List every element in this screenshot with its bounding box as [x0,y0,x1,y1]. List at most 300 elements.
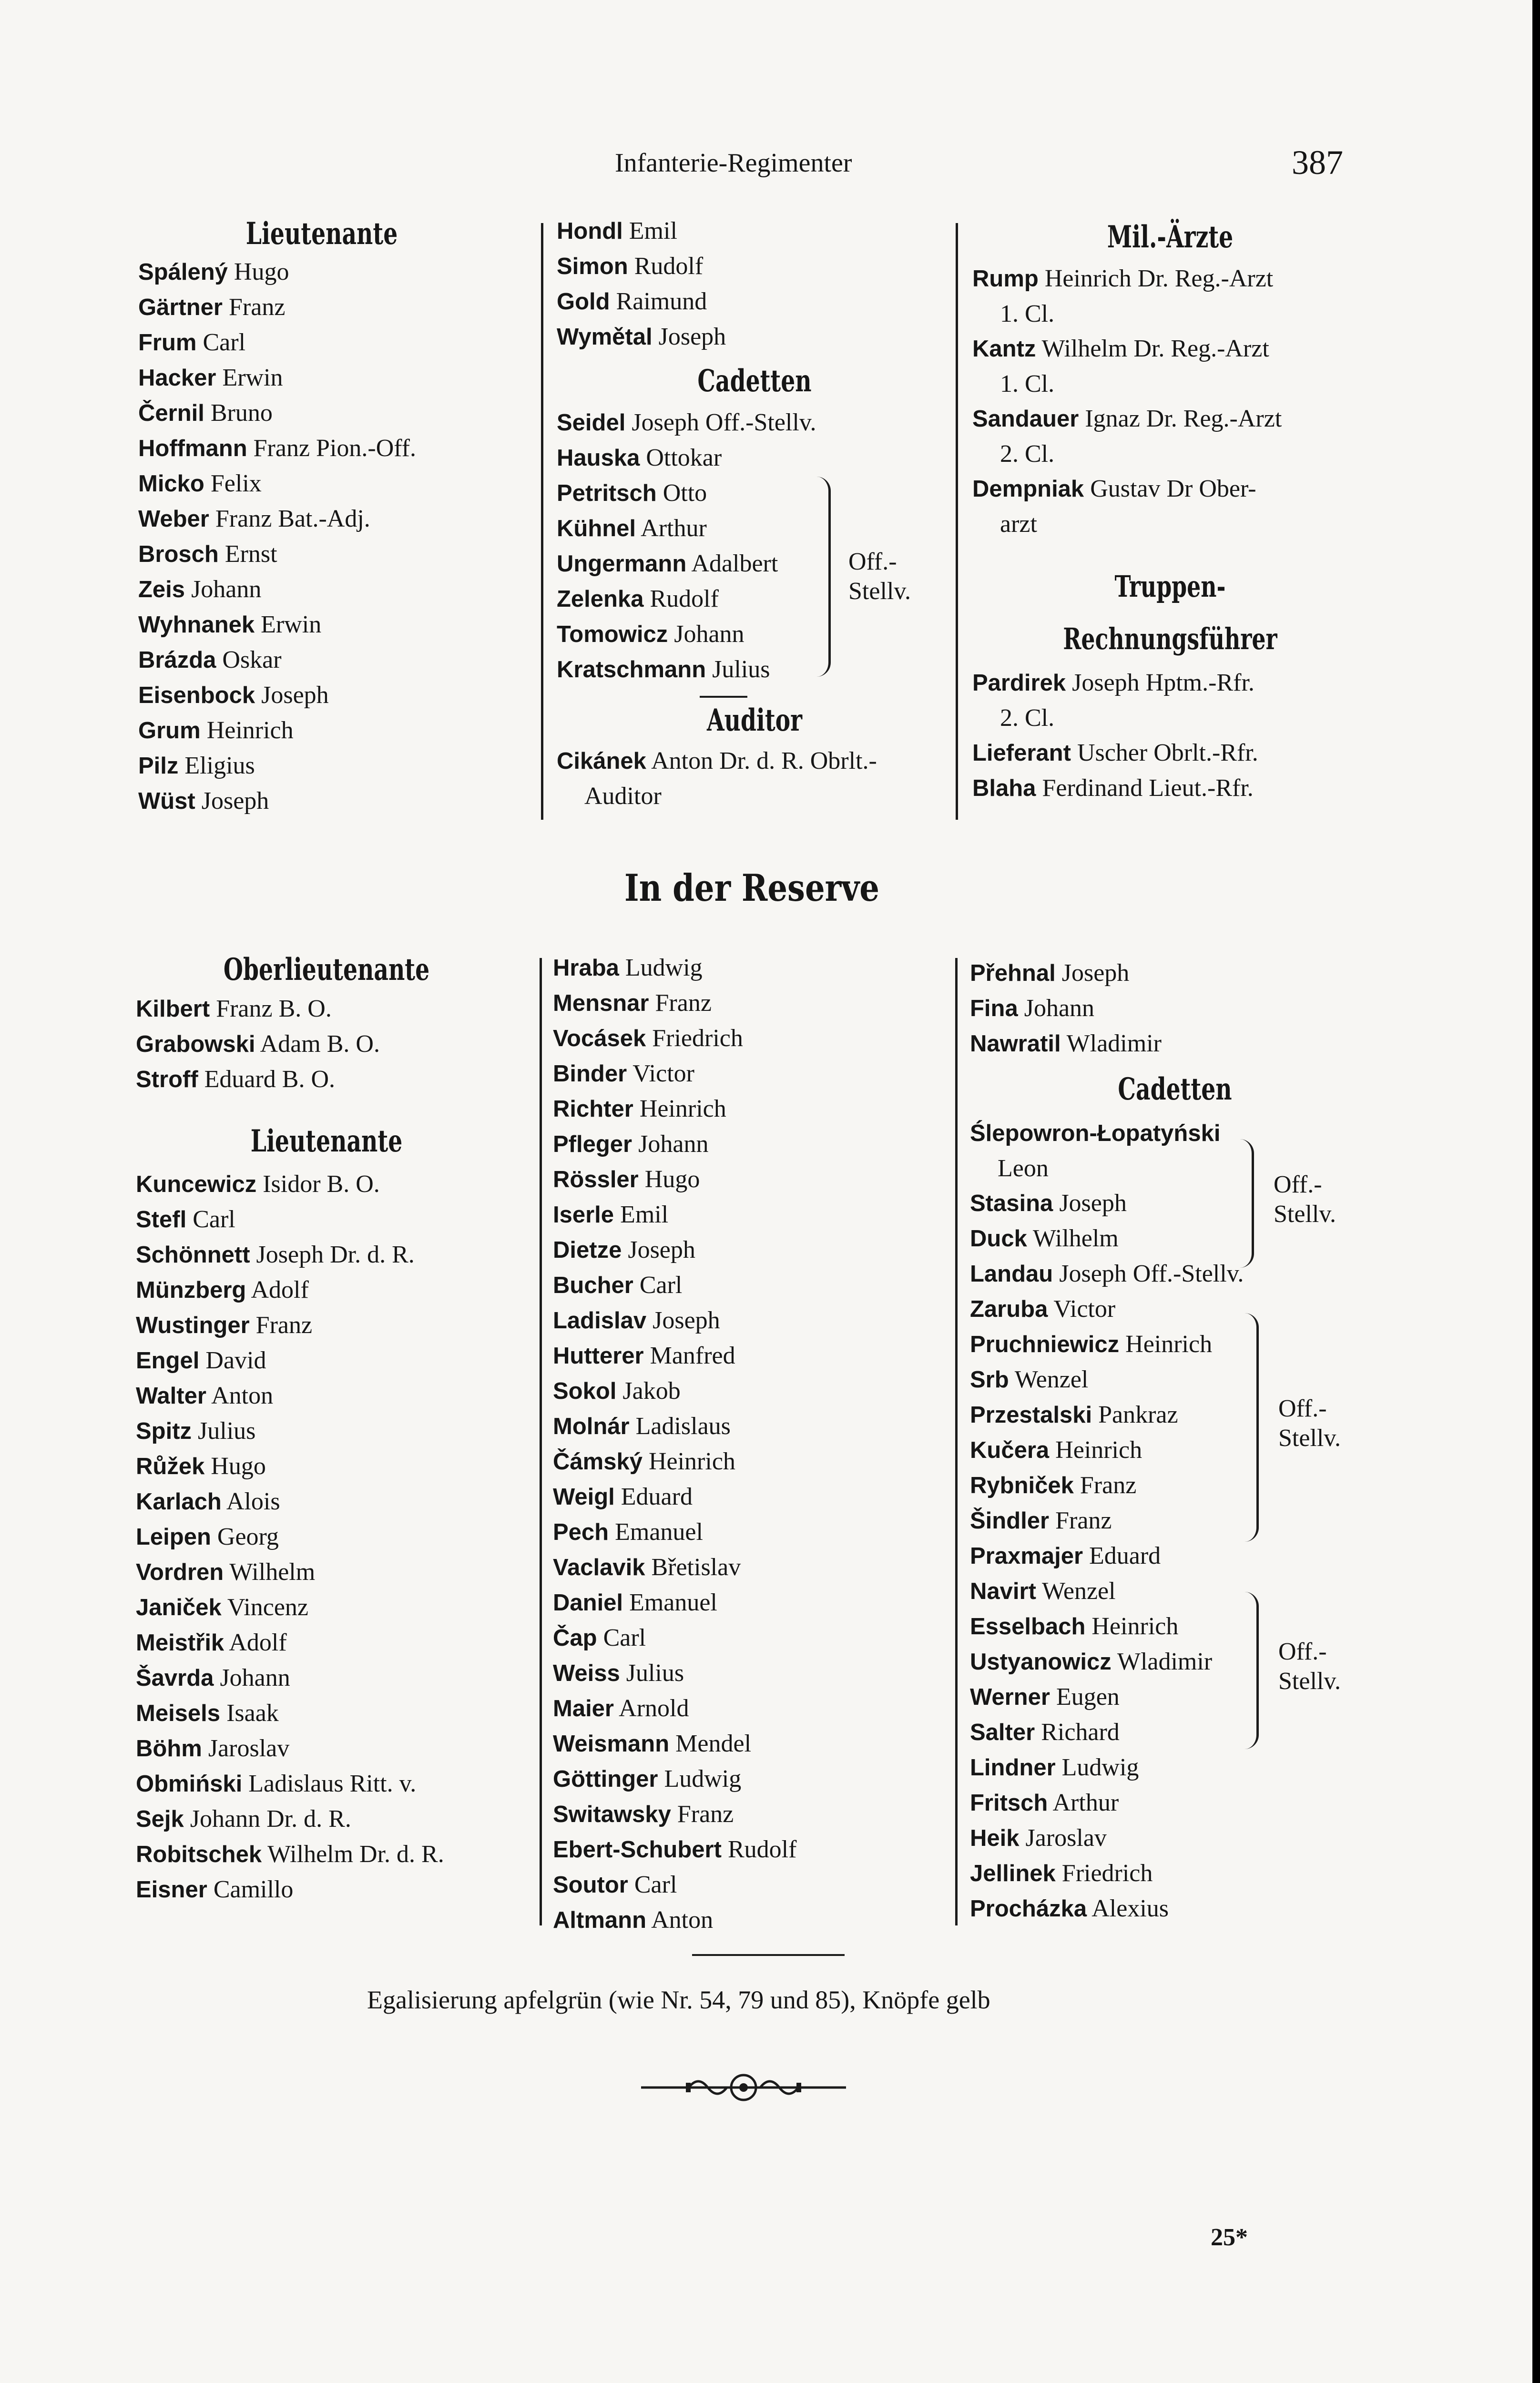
list-item [136,1167,517,1202]
given-name: Raimund [610,288,707,315]
brace-label [1274,1170,1336,1229]
surname: Wymětal [557,324,653,350]
given-name: Eduard [1083,1542,1161,1569]
surname: Binder [553,1061,627,1087]
given-name: Franz [223,294,286,321]
surname: Tomowicz [557,621,668,647]
surname: Hraba [553,955,619,981]
given-name: Alexius [1087,1895,1169,1922]
list-item [553,1162,953,1197]
surname: Robitschek [136,1842,262,1867]
surname: Esselbach [970,1614,1086,1640]
list-item [136,1027,517,1062]
surname: Stroff [136,1067,198,1092]
list-item [557,284,952,319]
list-item [970,1785,1380,1821]
brace [1239,1139,1254,1268]
given-name: Jakob [616,1377,681,1405]
name-list [970,956,1380,1061]
given-name: Johann [668,621,745,648]
list-item [136,1273,517,1308]
surname: Simon [557,254,628,279]
list-item [553,1091,953,1127]
list-item [970,1292,1380,1327]
brace [1244,1592,1259,1749]
list-item [553,986,953,1021]
given-name: Mendel [669,1730,752,1757]
given-name: Joseph [255,682,329,709]
list-item [138,431,505,466]
surname: Šindler [970,1508,1050,1534]
surname: Sokol [553,1378,617,1404]
list-item [553,1374,953,1409]
list-item [136,1308,517,1343]
list-item [138,360,505,396]
surname: Göttinger [553,1766,658,1792]
given-name: Emanuel [623,1589,717,1616]
given-name: Heinrich [642,1448,735,1475]
given-name: Johann Dr. d. R. [184,1805,351,1833]
given-name: Victor [627,1060,694,1087]
given-name: Isidor B. O. [256,1171,380,1198]
list-item [136,1414,517,1449]
surname: Janiček [136,1595,222,1620]
surname: Iserle [553,1202,614,1228]
given-name: Camillo [207,1876,294,1903]
given-name: Ernst [218,540,277,568]
surname: Procházka [970,1896,1087,1922]
name-list [136,1167,517,1907]
given-name: Ignaz Dr. Reg.-Arzt [1079,405,1282,432]
given-name: Otto [656,479,707,507]
surname: Weigl [553,1484,615,1510]
surname: Hondl [557,218,623,244]
given-name: Franz [649,989,712,1017]
list-item [136,1625,517,1660]
surname: Kantz [972,336,1036,362]
given-name: Joseph [1055,959,1130,987]
surname: Obmiński [136,1771,243,1797]
surname: Molnár [553,1414,630,1439]
given-name: Erwin [255,611,322,638]
given-name: Alois [221,1488,280,1515]
surname: Ebert-Schubert [553,1837,722,1863]
continuation: 2. Cl. [1000,440,1055,468]
surname: Ladislav [553,1308,647,1334]
surname: Rössler [553,1167,639,1192]
list-item [553,1444,953,1479]
brace [816,477,831,677]
list-item [557,617,952,652]
given-name: Franz B. O. [210,995,332,1022]
list-item [557,743,952,779]
given-name: Eduard [614,1483,693,1510]
surname: Stefl [136,1207,187,1232]
list-item [557,511,952,546]
surname: Lindner [970,1755,1056,1781]
given-name: Ferdinand Lieut.-Rfr. [1036,774,1254,802]
surname: Blaha [972,775,1036,801]
given-name: Wladimir [1111,1648,1213,1675]
reserve-middle-column [553,950,953,1938]
scroll-ornament-icon [641,2068,846,2108]
given-name: Joseph [652,323,726,350]
list-item [136,1555,517,1590]
surname: Brosch [138,541,219,567]
list-item [138,642,505,678]
list-item [138,678,505,713]
surname: Čámský [553,1449,643,1475]
given-name: Johann [214,1664,290,1691]
surname: Vordren [136,1559,224,1585]
list-item [970,956,1380,991]
list-item [138,713,505,748]
list-item [553,1620,953,1656]
list-item [136,1378,517,1414]
surname: Grum [138,718,201,743]
list-item [136,1237,517,1273]
list-item [136,1449,517,1484]
surname: Leipen [136,1524,211,1550]
section-heading: Mil.-Ärzte [1107,219,1234,255]
list-item [970,991,1380,1026]
name-list [553,950,953,1938]
given-name: Jaroslav [1019,1824,1107,1852]
surname: Stasina [970,1191,1053,1216]
given-name: Emil [622,217,677,244]
given-name: Franz Pion.-Off. [247,435,416,462]
list-item [136,1590,517,1625]
brace [1244,1313,1259,1542]
surname: Brázda [138,647,216,673]
given-name: Emil [614,1201,669,1228]
given-name: Ludwig [658,1765,742,1792]
surname: Fina [970,996,1018,1021]
continuation: 2. Cl. [1000,704,1055,732]
surname: Ślepowron-Łopatyński [970,1120,1221,1146]
brace-label-line: Off.- [1278,1638,1327,1665]
surname: Eisner [136,1877,207,1903]
column-divider [955,958,958,1925]
given-name: Carl [196,329,246,356]
list-item [136,1343,517,1378]
list-item [136,1519,517,1555]
surname: Hutterer [553,1343,644,1369]
given-name: Franz [249,1312,313,1339]
given-name: Eduard B. O. [198,1066,336,1093]
surname: Sejk [136,1806,184,1832]
surname: Richter [553,1096,633,1122]
surname: Vocásek [553,1026,646,1051]
surname: Werner [970,1684,1050,1710]
surname: Dempniak [972,476,1084,502]
list-item [972,331,1368,367]
list-item [136,1660,517,1696]
given-name: Adam B. O. [255,1030,380,1058]
list-item [136,1696,517,1731]
given-name: Friedrich [1055,1860,1153,1887]
surname: Mensnar [553,990,649,1016]
list-item [970,1574,1380,1609]
continuation: arzt [1000,510,1037,538]
name-list [970,1750,1380,1926]
given-name: Adolf [224,1629,287,1656]
given-name: Vincenz [221,1594,308,1621]
surname: Switawsky [553,1802,671,1827]
list-item [972,735,1368,771]
section-heading: Lieutenante [245,216,398,252]
list-item [553,1056,953,1091]
list-item [136,1837,517,1872]
list-item [553,1797,953,1832]
surname: Altmann [553,1907,646,1933]
footer-note: Egalisierung apfelgrün (wie Nr. 54, 79 und 85), Knöpfe gelb [367,1986,990,2014]
surname: Zeis [138,577,185,602]
list-item [553,1762,953,1797]
given-name: Richard [1035,1719,1120,1746]
given-name: Wilhelm Dr. d. R. [262,1841,444,1868]
given-name: Ladislaus [629,1413,731,1440]
surname: Walter [136,1383,206,1409]
list-item [138,501,505,537]
list-item [972,401,1368,437]
section-heading: Auditor [706,703,803,738]
surname: Lieferant [972,740,1071,766]
given-name: Břetislav [645,1554,741,1581]
surname: Schönnett [136,1242,250,1268]
surname: Cikánek [557,748,646,774]
surname: Srb [970,1367,1009,1393]
given-name: Rudolf [628,253,704,280]
given-name: Rudolf [643,585,719,612]
list-item [553,1691,953,1726]
given-name: Heinrich [1119,1331,1213,1358]
given-name: Eugen [1050,1683,1120,1711]
surname: Spitz [136,1418,192,1444]
list-item [553,1903,953,1938]
surname: Zaruba [970,1296,1048,1322]
given-name: Jaroslav [202,1735,290,1762]
surname: Frum [138,330,197,356]
given-name: Heinrich [633,1095,726,1122]
list-item [970,1116,1380,1151]
given-name: Heinrich [200,717,294,744]
given-name: Oskar [216,646,282,673]
given-name: Heinrich [1049,1436,1142,1464]
list-item [553,1338,953,1374]
surname: Dietze [553,1237,622,1263]
list-item [970,1026,1380,1061]
name-list [557,214,952,355]
surname: Rump [972,266,1039,292]
given-name: Manfred [643,1342,735,1369]
list-item [970,1256,1380,1292]
surname: Ungermann [557,551,687,577]
given-name: Wenzel [1036,1578,1116,1605]
continuation: Leon [998,1155,1049,1182]
given-name: Joseph Off.-Stellv. [1053,1260,1244,1287]
surname: Wüst [138,788,195,814]
surname: Bucher [553,1273,633,1298]
brace-label-line: Stellv. [1278,1425,1341,1452]
list-item [553,1656,953,1691]
list-item [970,1362,1380,1397]
list-item [553,950,953,986]
surname: Weber [138,506,209,532]
given-name: Ludwig [1055,1754,1139,1781]
surname: Kühnel [557,516,636,541]
given-name: David [199,1347,266,1374]
surname: Růžek [136,1454,205,1479]
list-item [970,1715,1380,1750]
surname: Hauska [557,445,640,471]
list-item [970,1856,1380,1891]
list-item [136,1872,517,1907]
list-item [557,249,952,284]
list-item [970,1891,1380,1926]
given-name: Anton [646,1906,714,1934]
list-item [136,1202,517,1237]
list-item [136,991,517,1027]
given-name: Victor [1048,1295,1116,1323]
list-item [136,1766,517,1802]
surname: Jellinek [970,1861,1056,1886]
list-item [557,440,952,476]
surname: Sandauer [972,406,1079,432]
given-name: Wilhelm [224,1558,316,1586]
surname: Grabowski [136,1031,255,1057]
given-name: Uscher Obrlt.-Rfr. [1071,739,1258,766]
list-item [553,1479,953,1515]
surname: Heik [970,1825,1020,1851]
given-name: Julius [620,1660,684,1687]
surname: Karlach [136,1489,222,1515]
surname: Hacker [138,365,216,391]
given-name: Isaak [220,1700,279,1727]
surname: Vaclavik [553,1555,645,1580]
brace-label-line: Stellv. [1278,1668,1341,1695]
continuation: Auditor [584,783,662,810]
given-name: Friedrich [646,1025,743,1052]
surname: Kratschmann [557,657,706,682]
given-name: Wladimir [1061,1030,1162,1057]
surname: Pruchniewicz [970,1332,1120,1357]
surname: Přehnal [970,960,1056,986]
surname: Rybniček [970,1473,1074,1498]
given-name: Adalbert [686,550,778,577]
list-item [557,214,952,249]
list-item [557,319,952,355]
surname: Kučera [970,1437,1050,1463]
given-name: Georg [211,1523,279,1550]
given-name: Joseph Dr. d. R. [250,1241,415,1268]
running-title: Infanterie-Regimenter [615,148,852,178]
surname: Salter [970,1720,1035,1745]
list-item [972,471,1368,507]
surname: Wustinger [136,1313,250,1338]
given-name: Carl [628,1871,677,1898]
brace-label-line: Stellv. [848,578,911,605]
section-heading: Truppen-Rechnungsführer [1063,569,1277,656]
section-heading: Lieutenante [250,1123,403,1159]
surname: Engel [136,1348,200,1374]
given-name: Joseph [622,1236,695,1263]
surname: Zelenka [557,586,644,612]
brace-label-line: Off.- [848,548,897,575]
doctor-list [972,261,1368,541]
list-item [553,1409,953,1444]
list-item [553,1726,953,1762]
given-name: Adolf [246,1276,309,1304]
list-item [553,1127,953,1162]
upper-middle-column [557,214,952,814]
brace-label [848,547,911,606]
surname: Micko [138,471,204,497]
given-name: Ottokar [640,444,722,471]
given-name: Felix [204,470,262,497]
given-name: Franz [1073,1472,1137,1499]
list-item [553,1867,953,1903]
surname: Weismann [553,1731,670,1757]
signature-mark: 25* [1211,2224,1248,2251]
surname: Ustyanowicz [970,1649,1112,1675]
list-item [553,1515,953,1550]
footer-rule [692,1954,845,1956]
surname: Eisenbock [138,682,255,708]
section-heading: Cadetten [1118,1071,1232,1107]
surname: Pardirek [972,670,1066,696]
surname: Fritsch [970,1790,1048,1816]
surname: Gold [557,289,610,315]
name-list [136,991,517,1097]
list-item [138,607,505,642]
given-name: Wilhelm Dr. Reg.-Arzt [1036,335,1269,362]
surname: Kuncewicz [136,1171,257,1197]
surname: Čap [553,1625,597,1651]
list-item [553,1232,953,1268]
given-name: Anton Dr. d. R. Obrlt.- [646,747,877,774]
accountant-list [972,665,1368,806]
given-name: Franz [1049,1507,1112,1534]
given-name: Johann [632,1130,709,1158]
list-item [138,255,505,290]
brace-label [1278,1394,1341,1453]
surname: Meistřik [136,1630,224,1656]
surname: Landau [970,1261,1053,1287]
given-name: Ludwig [619,954,703,981]
list-item [136,1062,517,1097]
surname: Petritsch [557,480,657,506]
list-item [557,652,952,687]
surname: Maier [553,1696,614,1721]
given-name: Arthur [1048,1789,1119,1816]
surname: Spálený [138,259,228,285]
surname: Nawratil [970,1031,1061,1057]
list-item [972,261,1368,296]
given-name: Hugo [227,258,289,285]
list-item [972,665,1368,701]
brace-label-line: Off.- [1278,1395,1327,1422]
given-name: Franz [671,1801,734,1828]
list-item [138,325,505,360]
reserve-left-column [136,948,517,1907]
column-divider [541,223,543,820]
section-heading: Cadetten [697,363,812,399]
list-item [136,1484,517,1519]
given-name: Carl [186,1206,235,1233]
surname: Duck [970,1226,1027,1252]
list-item [138,784,505,819]
